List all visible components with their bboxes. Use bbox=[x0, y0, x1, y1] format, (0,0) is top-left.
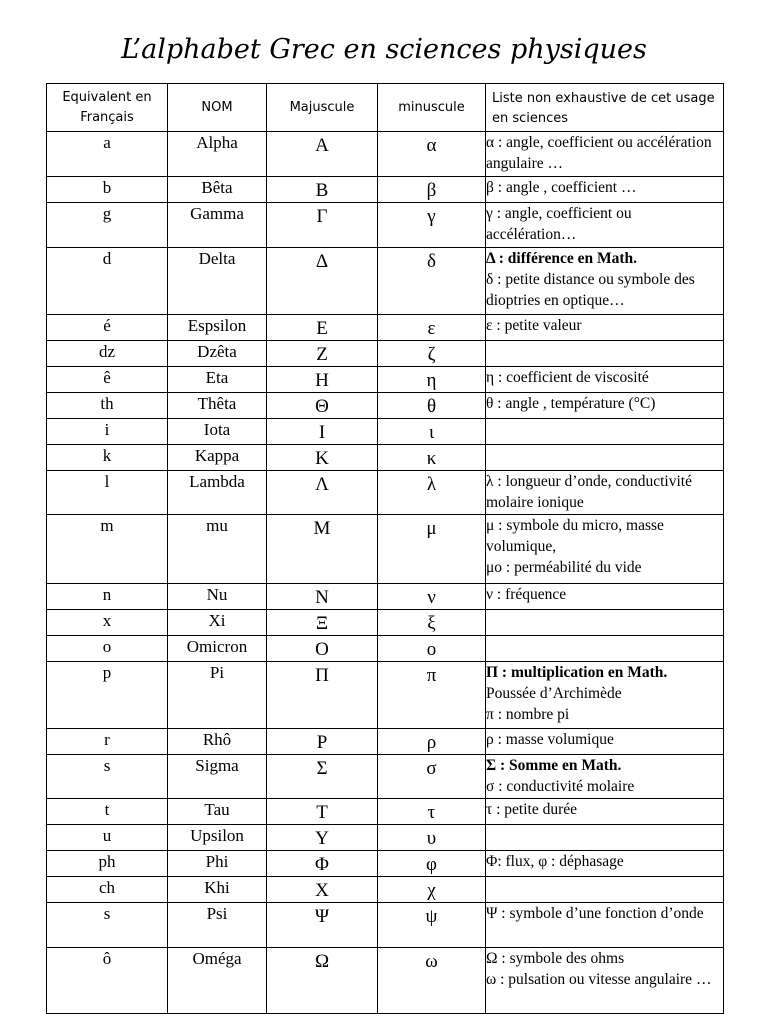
cell-usage bbox=[486, 948, 724, 1014]
cell-usage bbox=[486, 132, 724, 177]
usage-line: Δ : différence en Math. bbox=[486, 250, 638, 267]
cell-uppercase: Κ bbox=[267, 445, 378, 471]
cell-uppercase: Β bbox=[267, 177, 378, 203]
cell-usage bbox=[486, 341, 724, 367]
table-row bbox=[47, 903, 724, 948]
cell-lowercase: β bbox=[378, 177, 486, 203]
table-row bbox=[47, 877, 724, 903]
cell-letter-name: Iota bbox=[168, 419, 267, 445]
cell-usage bbox=[486, 825, 724, 851]
header-minuscule: minuscule bbox=[378, 84, 486, 132]
cell-french-equivalent: n bbox=[47, 584, 168, 610]
cell-french-equivalent: s bbox=[47, 755, 168, 799]
usage-line: Poussée d’Archimède bbox=[486, 685, 622, 702]
cell-lowercase: τ bbox=[378, 799, 486, 825]
table-row bbox=[47, 636, 724, 662]
cell-french-equivalent: r bbox=[47, 729, 168, 755]
cell-usage bbox=[486, 393, 724, 419]
cell-uppercase: Ι bbox=[267, 419, 378, 445]
table-row bbox=[47, 367, 724, 393]
cell-lowercase: μ bbox=[378, 515, 486, 584]
cell-uppercase: Ν bbox=[267, 584, 378, 610]
cell-usage bbox=[486, 315, 724, 341]
cell-uppercase: Δ bbox=[267, 248, 378, 315]
cell-letter-name: Kappa bbox=[168, 445, 267, 471]
cell-lowercase: ω bbox=[378, 948, 486, 1014]
usage-line: δ : petite distance ou symbole des dioptries en optique… bbox=[486, 271, 695, 309]
table-row bbox=[47, 610, 724, 636]
cell-letter-name: Gamma bbox=[168, 203, 267, 248]
cell-usage bbox=[486, 515, 724, 584]
usage-line: ρ : masse volumique bbox=[486, 731, 614, 748]
cell-letter-name: Alpha bbox=[168, 132, 267, 177]
cell-letter-name: Oméga bbox=[168, 948, 267, 1014]
table-row bbox=[47, 471, 724, 515]
cell-lowercase: γ bbox=[378, 203, 486, 248]
cell-lowercase: ο bbox=[378, 636, 486, 662]
cell-uppercase: Χ bbox=[267, 877, 378, 903]
cell-french-equivalent: g bbox=[47, 203, 168, 248]
table-row bbox=[47, 315, 724, 341]
table-row bbox=[47, 755, 724, 799]
cell-letter-name: Thêta bbox=[168, 393, 267, 419]
table-row bbox=[47, 341, 724, 367]
cell-french-equivalent: ô bbox=[47, 948, 168, 1014]
cell-french-equivalent: k bbox=[47, 445, 168, 471]
usage-line: ν : fréquence bbox=[486, 586, 567, 603]
cell-letter-name: Omicron bbox=[168, 636, 267, 662]
cell-usage bbox=[486, 248, 724, 315]
table-row bbox=[47, 729, 724, 755]
cell-lowercase: δ bbox=[378, 248, 486, 315]
cell-usage bbox=[486, 662, 724, 729]
usage-line: α : angle, coefficient ou accélération angulaire … bbox=[486, 134, 712, 172]
cell-usage bbox=[486, 636, 724, 662]
cell-lowercase: ρ bbox=[378, 729, 486, 755]
cell-lowercase: υ bbox=[378, 825, 486, 851]
cell-lowercase: η bbox=[378, 367, 486, 393]
cell-letter-name: Rhô bbox=[168, 729, 267, 755]
cell-letter-name: Dzêta bbox=[168, 341, 267, 367]
cell-usage bbox=[486, 755, 724, 799]
cell-lowercase: λ bbox=[378, 471, 486, 515]
cell-uppercase: Ρ bbox=[267, 729, 378, 755]
usage-line: β : angle , coefficient … bbox=[486, 179, 637, 196]
cell-french-equivalent: l bbox=[47, 471, 168, 515]
cell-lowercase: α bbox=[378, 132, 486, 177]
cell-lowercase: ε bbox=[378, 315, 486, 341]
cell-letter-name: Khi bbox=[168, 877, 267, 903]
cell-uppercase: Ε bbox=[267, 315, 378, 341]
table-header-row bbox=[47, 84, 724, 132]
cell-french-equivalent: u bbox=[47, 825, 168, 851]
cell-french-equivalent: m bbox=[47, 515, 168, 584]
table-row bbox=[47, 419, 724, 445]
cell-french-equivalent: s bbox=[47, 903, 168, 948]
cell-lowercase: ψ bbox=[378, 903, 486, 948]
cell-usage bbox=[486, 471, 724, 515]
cell-usage bbox=[486, 729, 724, 755]
usage-line: Σ : Somme en Math. bbox=[486, 757, 622, 774]
usage-line: η : coefficient de viscosité bbox=[486, 369, 649, 386]
cell-uppercase: Μ bbox=[267, 515, 378, 584]
usage-line: Ω : symbole des ohms bbox=[486, 950, 625, 967]
cell-usage bbox=[486, 903, 724, 948]
usage-line: τ : petite durée bbox=[486, 801, 578, 818]
cell-lowercase: σ bbox=[378, 755, 486, 799]
cell-lowercase: χ bbox=[378, 877, 486, 903]
cell-french-equivalent: b bbox=[47, 177, 168, 203]
cell-french-equivalent: ch bbox=[47, 877, 168, 903]
cell-uppercase: Α bbox=[267, 132, 378, 177]
cell-uppercase: Ψ bbox=[267, 903, 378, 948]
cell-french-equivalent: ê bbox=[47, 367, 168, 393]
cell-letter-name: Tau bbox=[168, 799, 267, 825]
cell-letter-name: Sigma bbox=[168, 755, 267, 799]
cell-lowercase: ι bbox=[378, 419, 486, 445]
cell-letter-name: Xi bbox=[168, 610, 267, 636]
usage-line: π : nombre pi bbox=[486, 706, 570, 723]
cell-french-equivalent: é bbox=[47, 315, 168, 341]
cell-letter-name: Eta bbox=[168, 367, 267, 393]
cell-letter-name: Espsilon bbox=[168, 315, 267, 341]
cell-lowercase: φ bbox=[378, 851, 486, 877]
cell-uppercase: Σ bbox=[267, 755, 378, 799]
header-nom: NOM bbox=[168, 84, 267, 132]
cell-usage bbox=[486, 203, 724, 248]
usage-line: Ψ : symbole d’une fonction d’onde bbox=[486, 905, 704, 922]
table-row bbox=[47, 393, 724, 419]
cell-usage bbox=[486, 177, 724, 203]
cell-uppercase: Ο bbox=[267, 636, 378, 662]
table-row bbox=[47, 851, 724, 877]
cell-french-equivalent: d bbox=[47, 248, 168, 315]
usage-line: γ : angle, coefficient ou accélération… bbox=[486, 205, 632, 243]
cell-letter-name: Bêta bbox=[168, 177, 267, 203]
usage-line: Φ: flux, φ : déphasage bbox=[486, 853, 624, 870]
table-body bbox=[47, 132, 724, 1014]
cell-lowercase: ν bbox=[378, 584, 486, 610]
cell-uppercase: Τ bbox=[267, 799, 378, 825]
cell-uppercase: Ζ bbox=[267, 341, 378, 367]
cell-lowercase: π bbox=[378, 662, 486, 729]
table-row bbox=[47, 203, 724, 248]
greek-alphabet-table bbox=[46, 83, 724, 1014]
cell-usage bbox=[486, 851, 724, 877]
cell-french-equivalent: a bbox=[47, 132, 168, 177]
usage-line: μ : symbole du micro, masse volumique, bbox=[486, 517, 664, 555]
cell-uppercase: Ξ bbox=[267, 610, 378, 636]
cell-usage bbox=[486, 799, 724, 825]
cell-usage bbox=[486, 419, 724, 445]
cell-lowercase: θ bbox=[378, 393, 486, 419]
cell-lowercase: ξ bbox=[378, 610, 486, 636]
header-usage: Liste non exhaustive de cet usage en sciences bbox=[486, 84, 724, 132]
cell-french-equivalent: th bbox=[47, 393, 168, 419]
cell-uppercase: Θ bbox=[267, 393, 378, 419]
cell-french-equivalent: i bbox=[47, 419, 168, 445]
cell-usage bbox=[486, 445, 724, 471]
cell-uppercase: Π bbox=[267, 662, 378, 729]
cell-letter-name: Psi bbox=[168, 903, 267, 948]
page-title: L’alphabet Grec en sciences physiques bbox=[121, 34, 647, 65]
cell-usage bbox=[486, 367, 724, 393]
cell-letter-name: Phi bbox=[168, 851, 267, 877]
usage-line: μo : perméabilité du vide bbox=[486, 559, 642, 576]
cell-usage bbox=[486, 877, 724, 903]
cell-uppercase: Γ bbox=[267, 203, 378, 248]
cell-uppercase: Η bbox=[267, 367, 378, 393]
usage-line: θ : angle , température (°C) bbox=[486, 395, 656, 412]
cell-uppercase: Λ bbox=[267, 471, 378, 515]
cell-usage bbox=[486, 610, 724, 636]
usage-line: σ : conductivité molaire bbox=[486, 778, 635, 795]
cell-french-equivalent: p bbox=[47, 662, 168, 729]
table-row bbox=[47, 799, 724, 825]
cell-letter-name: Pi bbox=[168, 662, 267, 729]
table-row bbox=[47, 584, 724, 610]
cell-letter-name: Upsilon bbox=[168, 825, 267, 851]
usage-line: Π : multiplication en Math. bbox=[486, 664, 668, 681]
cell-letter-name: Lambda bbox=[168, 471, 267, 515]
table-row bbox=[47, 662, 724, 729]
cell-french-equivalent: x bbox=[47, 610, 168, 636]
usage-line: ω : pulsation ou vitesse angulaire … bbox=[486, 971, 712, 988]
table-row bbox=[47, 825, 724, 851]
table-row bbox=[47, 445, 724, 471]
header-equivalent: Equivalent en Français bbox=[47, 84, 168, 132]
cell-lowercase: κ bbox=[378, 445, 486, 471]
table-row bbox=[47, 248, 724, 315]
cell-letter-name: Delta bbox=[168, 248, 267, 315]
cell-uppercase: Ω bbox=[267, 948, 378, 1014]
cell-lowercase: ζ bbox=[378, 341, 486, 367]
cell-french-equivalent: ph bbox=[47, 851, 168, 877]
usage-line: λ : longueur d’onde, conductivité molaire ionique bbox=[486, 473, 692, 511]
cell-french-equivalent: dz bbox=[47, 341, 168, 367]
table-row bbox=[47, 515, 724, 584]
table-row bbox=[47, 948, 724, 1014]
cell-letter-name: Nu bbox=[168, 584, 267, 610]
cell-french-equivalent: t bbox=[47, 799, 168, 825]
cell-usage bbox=[486, 584, 724, 610]
cell-french-equivalent: o bbox=[47, 636, 168, 662]
cell-uppercase: Φ bbox=[267, 851, 378, 877]
usage-line: ε : petite valeur bbox=[486, 317, 582, 334]
cell-uppercase: Υ bbox=[267, 825, 378, 851]
table-row bbox=[47, 177, 724, 203]
cell-letter-name: mu bbox=[168, 515, 267, 584]
table-row bbox=[47, 132, 724, 177]
header-majuscule: Majuscule bbox=[267, 84, 378, 132]
